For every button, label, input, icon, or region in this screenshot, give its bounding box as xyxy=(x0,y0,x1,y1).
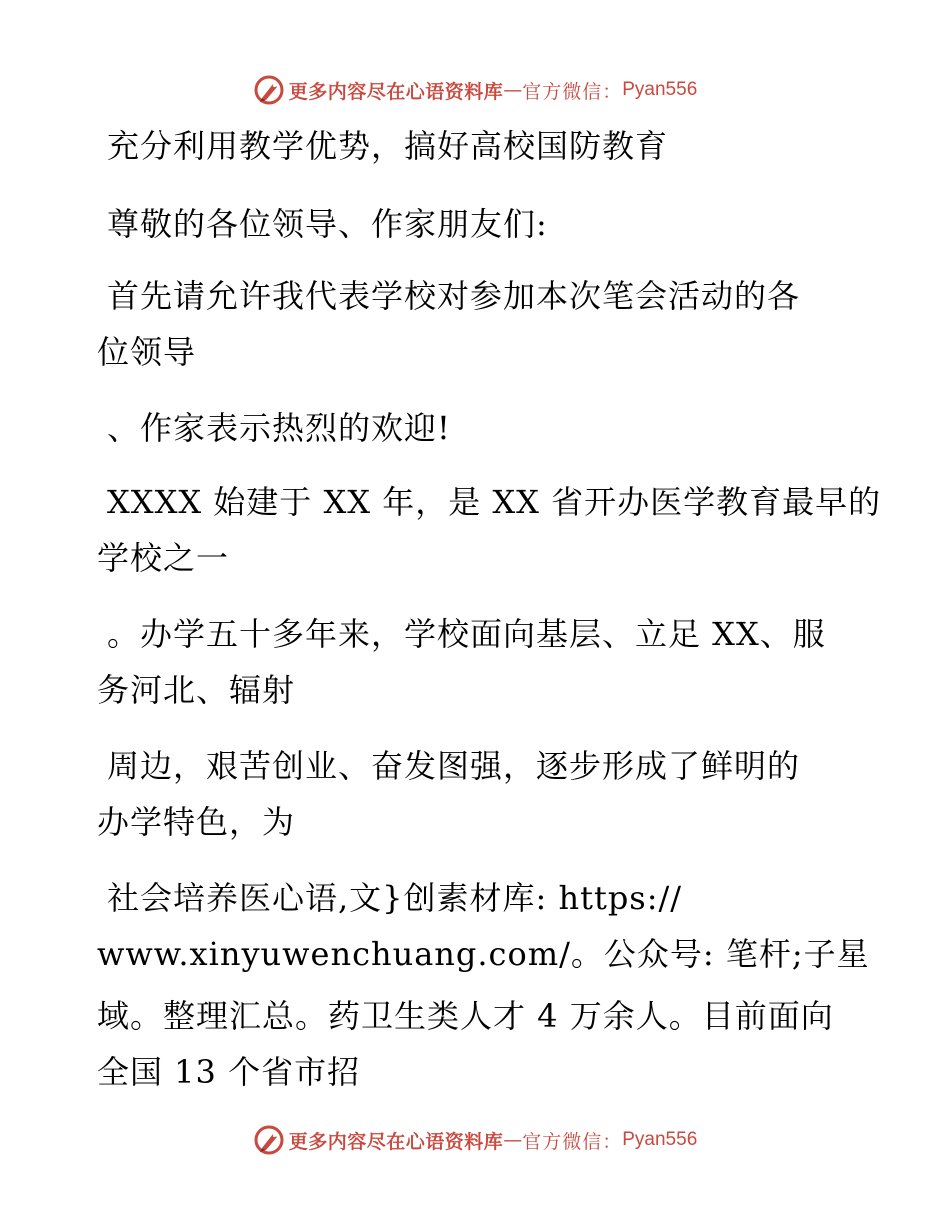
doc-line: 务河北、辐射 xyxy=(97,671,296,709)
doc-line: 尊敬的各位领导、作家朋友们: xyxy=(107,205,548,243)
doc-line: 首先请允许我代表学校对参加本次笔会活动的各 xyxy=(107,277,801,315)
header-separator: — xyxy=(503,79,523,101)
footer-wechat-label: 官方微信： xyxy=(522,1130,623,1153)
doc-line: XXXX 始建于 XX 年，是 XX 省开办医学教育最早的 xyxy=(107,483,882,521)
header-banner xyxy=(0,70,950,110)
footer-separator: — xyxy=(503,1129,523,1151)
doc-line: 学校之一 xyxy=(97,539,230,577)
doc-line: 周边，艰苦创业、奋发图强，逐步形成了鲜明的 xyxy=(107,747,801,785)
footer-banner xyxy=(0,1120,950,1160)
doc-line: 全国 13 个省市招 xyxy=(97,1053,361,1091)
header-wechat-id: Pyan556 xyxy=(622,79,698,100)
doc-line: 社会培养医心语,文}创素材库: https:// xyxy=(107,879,683,917)
doc-line: 域。整理汇总。药卫生类人才 4 万余人。目前面向 xyxy=(97,997,834,1035)
pen-logo-icon xyxy=(253,1124,285,1156)
doc-line: 、作家表示热烈的欢迎! xyxy=(107,409,451,447)
footer-wechat-id: Pyan556 xyxy=(622,1129,698,1150)
doc-title: 充分利用教学优势，搞好高校国防教育 xyxy=(107,127,669,165)
pen-logo-icon xyxy=(253,74,285,106)
footer-brand-text: 更多内容尽在心语资料库 xyxy=(288,1130,504,1153)
doc-line: www.xinyuwenchuang.com/。公众号: 笔杆;子星 xyxy=(97,935,870,973)
header-wechat-label: 官方微信： xyxy=(522,80,623,103)
header-brand-text: 更多内容尽在心语资料库 xyxy=(288,80,504,103)
doc-line: 位领导 xyxy=(97,333,197,371)
doc-line: 。办学五十多年来，学校面向基层、立足 XX、服 xyxy=(107,615,826,653)
doc-line: 办学特色，为 xyxy=(97,803,296,841)
